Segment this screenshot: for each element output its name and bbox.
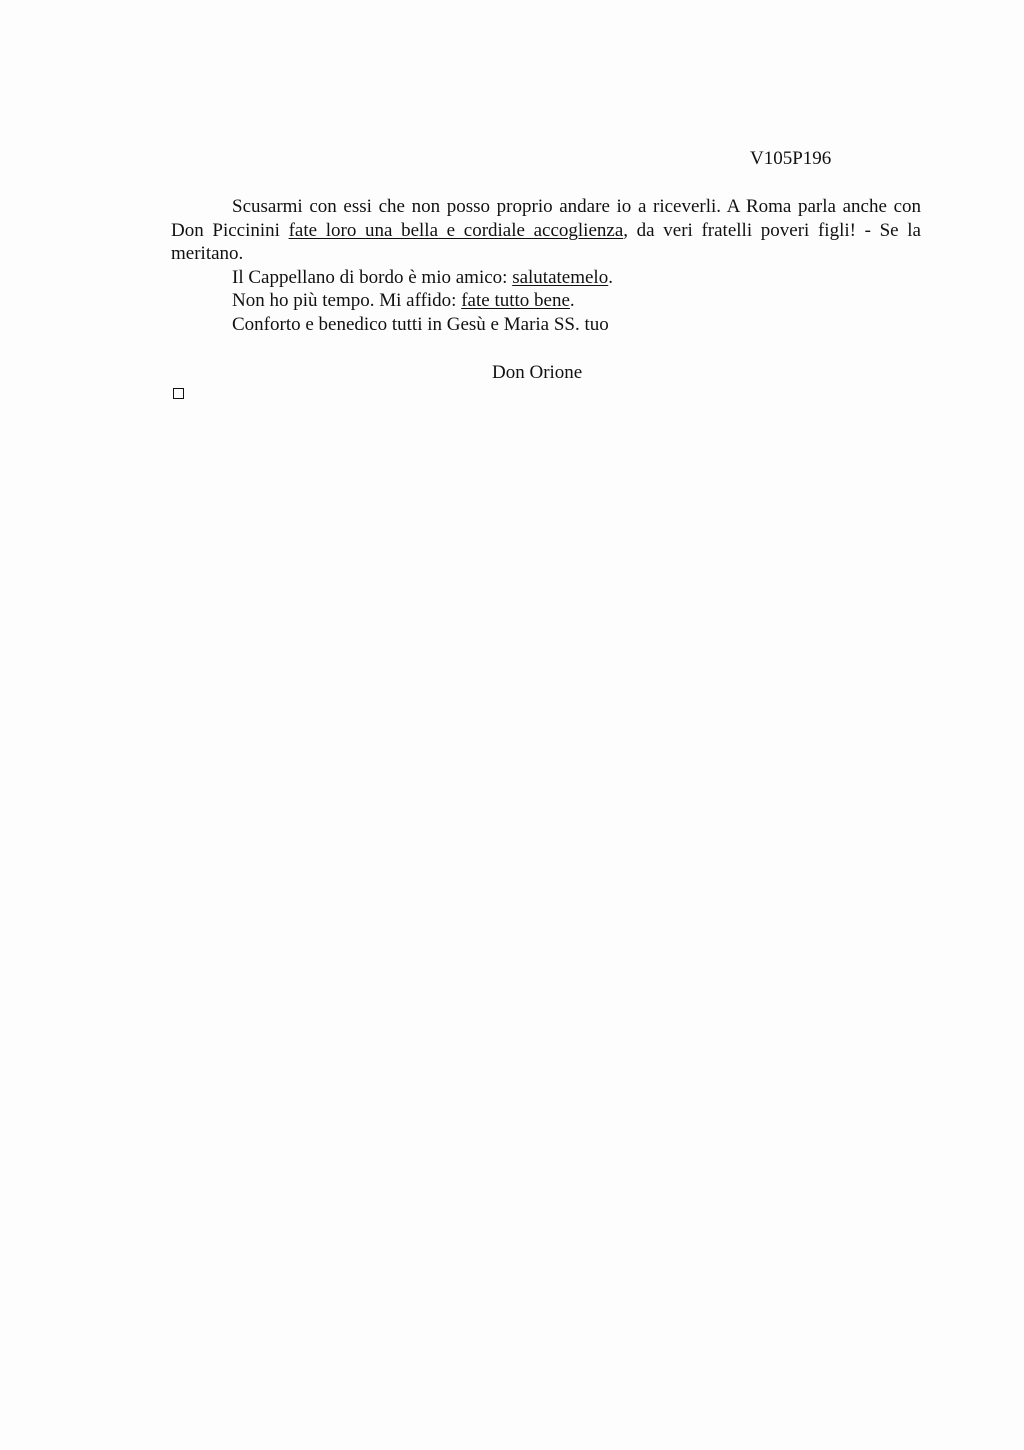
paragraph-1-text: Scusarmi con essi che non posso proprio andare io a riceverli. A Roma parla anche con Don Piccinini [171, 196, 921, 241]
paragraph-1-underlined: fate loro una bella e cordiale accoglienza [288, 219, 624, 241]
paragraph-3-underlined: fate tutto bene [461, 290, 570, 311]
paragraph-2-text-end: . [608, 266, 613, 288]
paragraph-3-text-end: . [569, 290, 575, 311]
paragraph-2-text: Il Cappellano di bordo è mio amico: [232, 266, 513, 288]
paragraph-2 [171, 266, 921, 290]
paragraph-1-text-end: , da veri fratelli poveri figli! - Se la meritano. [171, 219, 921, 264]
square-outline-icon [173, 388, 184, 399]
paragraph-4 [171, 313, 921, 337]
letter-body [171, 195, 921, 336]
paragraph-3 [171, 289, 921, 313]
paragraph-3-text: Non ho più tempo. Mi affido: [232, 290, 462, 311]
paragraph-1 [171, 195, 921, 266]
paragraph-2-underlined: salutatemelo [512, 266, 609, 288]
signature: Don Orione [492, 362, 583, 383]
page-id: V105P196 [750, 148, 832, 169]
paragraph-4-text: Conforto e benedico tutti in Gesù e Maria SS. tuo [232, 313, 609, 335]
